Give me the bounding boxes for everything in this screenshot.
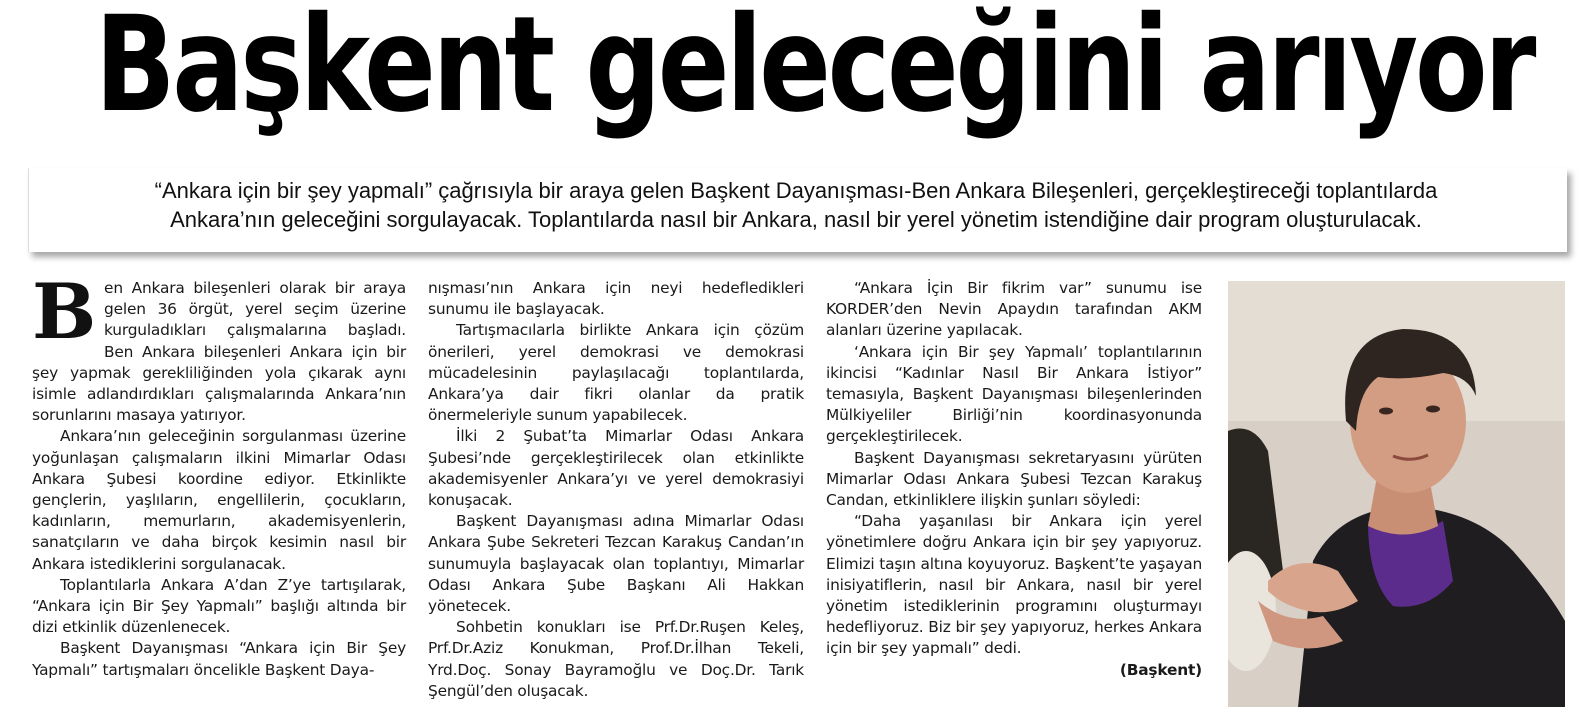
paragraph: nışması’nın Ankara için neyi hedefledikleri sunumu ile başlayacak. (428, 279, 804, 319)
lead-paragraph (30, 176, 1562, 234)
paragraph: Başkent Dayanışması sekretaryasını yürüten Mimarlar Odası Ankara Şubesi Tezcan Karakuş Candan, etkinliklere ilişkin şunları söyledi: (826, 448, 1202, 510)
article-column-3 (826, 278, 1202, 681)
lead-line-1: “Ankara için bir şey yapmalı” çağrısıyla bir araya gelen Başkent Dayanışması-Ben Ankara Bileşenleri, gerçekleştireceği toplantılarda (154, 178, 1438, 203)
paragraph: İlki 2 Şubat’ta Mimarlar Odası Ankara Şubesi’nde gerçekleştirilecek olan etkinlikte akademisyenler Ankara’yı ve yerel demokrasiyi konuşacak. (428, 427, 804, 510)
article-column-2 (428, 278, 804, 702)
article-column-1 (32, 267, 406, 681)
speaker-photo (1228, 281, 1565, 707)
paragraph: en Ankara bileşenleri olarak bir araya gelen 36 örgüt, yerel seçim üzerine kurguladıkları çalışmalarına başladı. Ben Ankara bileşenleri Ankara için bir şey yapmak gerekliliğinden yola çıkarak aynı isimle adlandırdıkları çalışmalarında Ankara’nın sorunlarını masaya yatırıyor. (32, 279, 406, 425)
speaker-photo-illustration (1228, 281, 1565, 707)
paragraph: Başkent Dayanışması “Ankara için Bir Şey Yapmalı” tartışmaları öncelikle Başkent Daya- (32, 639, 406, 679)
paragraph: Başkent Dayanışması adına Mimarlar Odası Ankara Şube Sekreteri Tezcan Karakuş Candan’ın sunumuyla başlayacak olan toplantıyı, Mimarlar Odası Ankara Şube Başkanı Ali Hakkan yönetecek. (428, 512, 804, 616)
paragraph: Toplantılarla Ankara A’dan Z’ye tartışılarak, “Ankara için Bir Şey Yapmalı” başlığı altında bir dizi etkinlik düzenlenecek. (32, 575, 406, 637)
drop-cap: B (32, 267, 97, 356)
headline: Başkent geleceğini arıyor (95, 0, 1534, 142)
lead-line-2: Ankara’nın geleceğini sorgulayacak. Toplantılarda nasıl bir Ankara, nasıl bir yerel yönetim istendiğine dair program oluşturulacak. (170, 207, 1422, 232)
paragraph: Tartışmacılarla birlikte Ankara için çözüm önerileri, yerel demokrasi ve demokrasi mücadelesinin paylaşılacağı toplantılarda, Ankara’ya dair fikri olanlar da pratik önermeleriyle sunum yapabilecek. (428, 321, 804, 425)
paragraph: Ankara’nın geleceğinin sorgulanması üzerine yoğunlaşan çalışmaların ilkini Mimarlar Odası Ankara Şubesi koordine ediyor. Etkinlikte gençlerin, yaşlıların, engellilerin, çocukların, kadınların, memurların, akademisyenlerin, sanatçıların ve daha birçok kesimin nasıl bir Ankara istediklerini sorgulanacak. (32, 427, 406, 573)
paragraph: “Daha yaşanılası bir Ankara için yerel yönetimlere doğru Ankara için bir şey yapıyoruz. Elimizi taşın altına koyuyoruz. Başkent’te yaşayan inisiyatiflerin, nasıl bir Ankara, nasıl bir yerel yönetim istediklerinin programını oluşturmayı hedefliyoruz. Biz bir şey yapıyoruz, herkes Ankara için bir şey yapmalı” dedi. (826, 512, 1202, 658)
paragraph: “Ankara İçin Bir fikrim var” sunumu ise KORDER’den Nevin Apaydın tarafından AKM alanları üzerine yapılacak. (826, 279, 1202, 340)
paragraph: Sohbetin konukları ise Prf.Dr.Ruşen Keleş, Prf.Dr.Aziz Konukman, Prof.Dr.İlhan Tekeli, Yrd.Doç. Sonay Bayramoğlu ve Doç.Dr. Tarık Şengül’den oluşacak. (428, 618, 804, 700)
byline-source: (Başkent) (1119, 660, 1202, 679)
paragraph: ‘Ankara için Bir şey Yapmalı’ toplantılarının ikincisi “Kadınlar Nasıl Bir Ankara İstiyor” temasıyla, Başkent Dayanışması bileşenlerinden Mülkiyeliler Birliği’nin koordinasyonunda gerçekleştirilecek. (826, 342, 1202, 446)
